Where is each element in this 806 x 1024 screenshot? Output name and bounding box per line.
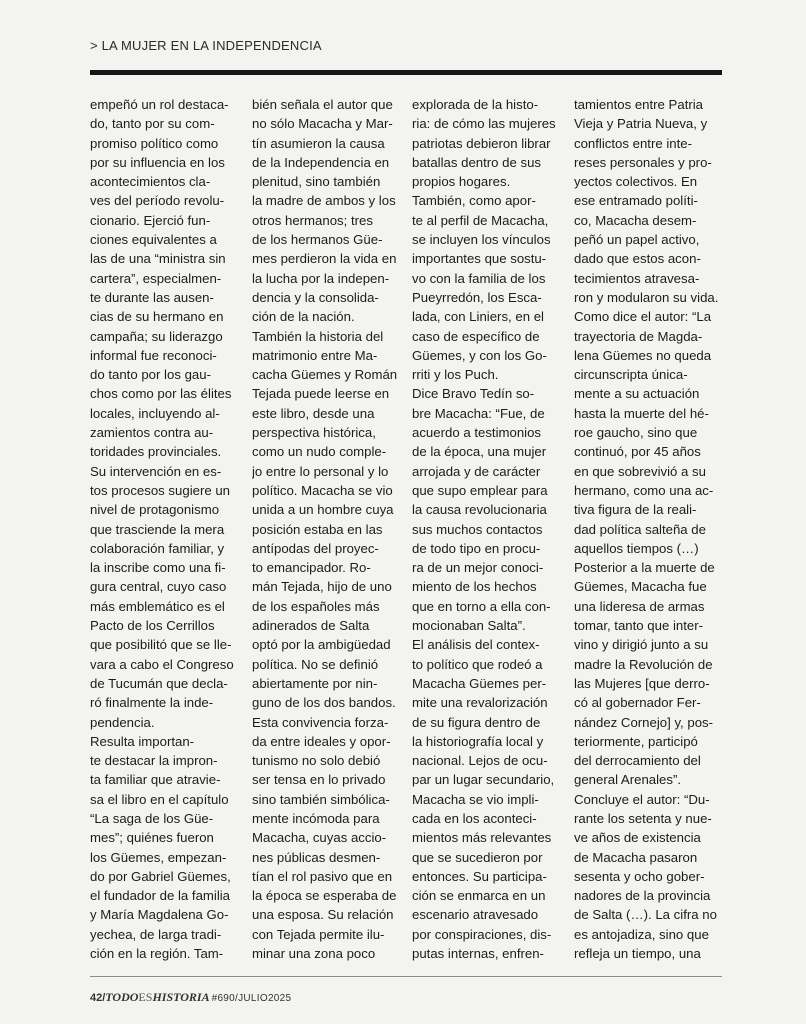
- text-line: tecimientos atravesa-: [574, 270, 700, 286]
- text-line: tomar, tanto que inter-: [574, 618, 704, 634]
- text-line: dencia y la consolida-: [252, 289, 379, 305]
- text-line: ciones equivalentes a: [90, 232, 217, 248]
- text-line: También, como apor-: [412, 193, 536, 209]
- text-line: vino y dirigió junto a su: [574, 637, 709, 653]
- text-line: más emblemático es el: [90, 598, 225, 614]
- text-line: rriti y los Puch.: [412, 367, 499, 383]
- text-line: chos como por las élites: [90, 386, 232, 402]
- text-line: te durante las ausen-: [90, 289, 214, 305]
- text-line: y María Magdalena Go-: [90, 907, 229, 923]
- text-line: ser tensa en lo privado: [252, 772, 386, 788]
- text-line: vara a cabo el Congreso: [90, 656, 234, 672]
- text-line: que posibilitó que se lle-: [90, 637, 232, 653]
- text-line: zamientos contra au-: [90, 425, 214, 441]
- text-column-4: [574, 95, 724, 963]
- text-line: los Güemes, empezan-: [90, 849, 227, 865]
- text-line: explorada de la histo-: [412, 97, 539, 112]
- text-line: político. Macacha se vio: [252, 482, 393, 498]
- text-line: minar una zona poco: [252, 946, 376, 962]
- text-line: Concluye el autor: “Du-: [574, 791, 710, 807]
- text-line: la historiografía local y: [412, 733, 544, 749]
- text-line: te destacar la impron-: [90, 753, 218, 769]
- text-line: ción se enmarca en un: [412, 888, 546, 904]
- text-line: Resulta importan-: [90, 733, 195, 749]
- text-line: Güemes, Macacha fue: [574, 579, 707, 595]
- text-line: mente a su actuación: [574, 386, 700, 402]
- text-line: Pueyrredón, los Esca-: [412, 289, 542, 305]
- text-line: es antojadiza, sino que: [574, 926, 709, 942]
- text-line: escenario atravesado: [412, 907, 539, 923]
- text-line: rante los setenta y nue-: [574, 810, 712, 826]
- text-line: entonces. Su participa-: [412, 868, 547, 884]
- text-line: aquellos tiempos (…): [574, 540, 699, 556]
- text-line: de Macacha pasaron: [574, 849, 698, 865]
- text-line: mes”; quiénes fueron: [90, 830, 214, 846]
- text-line: mán Tejada, hijo de uno: [252, 579, 392, 595]
- text-line: que en torno a ella con-: [412, 598, 551, 614]
- text-line: gura central, cuyo caso: [90, 579, 227, 595]
- text-line: tos procesos sugiere un: [90, 482, 231, 498]
- text-line: hasta la muerte del hé-: [574, 405, 709, 421]
- text-line: bién señala el autor que: [252, 97, 393, 112]
- text-line: Macacha, cuyas accio-: [252, 830, 387, 846]
- text-line: có al gobernador Fer-: [574, 695, 701, 711]
- text-line: caso de específico de: [412, 328, 540, 344]
- text-line: las Mujeres [que derro-: [574, 675, 710, 691]
- text-line: vo con la familia de los: [412, 270, 546, 286]
- page-footer: [90, 990, 291, 1005]
- text-line: reses personales y pro-: [574, 154, 712, 170]
- text-line: Posterior a la muerte de: [574, 560, 715, 576]
- text-line: de la época, una mujer: [412, 444, 547, 460]
- text-line: batallas dentro de sus: [412, 154, 542, 170]
- text-line: refleja un tiempo, una: [574, 946, 701, 962]
- page-number: 42/: [90, 992, 106, 1004]
- section-header: > LA MUJER EN LA INDEPENDENCIA: [90, 38, 322, 53]
- text-line: una esposa. Su relación: [252, 907, 394, 923]
- brand-logo-part-2: ES: [138, 990, 153, 1004]
- text-line: que se sucedieron por: [412, 849, 543, 865]
- text-line: por su influencia en los: [90, 154, 225, 170]
- text-line: tunismo no solo debió: [252, 753, 381, 769]
- text-line: hermano, como una ac-: [574, 482, 714, 498]
- text-line: conflictos entre inte-: [574, 135, 693, 151]
- text-line: sa el libro en el capítulo: [90, 791, 229, 807]
- text-line: sesenta y ocho gober-: [574, 868, 705, 884]
- text-line: ves del período revolu-: [90, 193, 225, 209]
- text-line: unida a un hombre cuya: [252, 502, 394, 518]
- text-line: perspectiva histórica,: [252, 425, 376, 441]
- text-line: par un lugar secundario,: [412, 772, 555, 788]
- text-line: de Salta (…). La cifra no: [574, 907, 717, 923]
- text-line: tín asumieron la causa: [252, 135, 385, 151]
- text-line: cacha Güemes y Román: [252, 367, 398, 383]
- text-line: posición estaba en las: [252, 521, 383, 537]
- text-line: Vieja y Patria Nueva, y: [574, 116, 708, 132]
- text-line: mes perdieron la vida en: [252, 251, 397, 267]
- text-line: empeñó un rol destaca-: [90, 97, 229, 112]
- text-line: dad política salteña de: [574, 521, 706, 537]
- text-line: to político que rodeó a: [412, 656, 543, 672]
- text-line: no sólo Macacha y Mar-: [252, 116, 393, 132]
- text-line: locales, incluyendo al-: [90, 405, 220, 421]
- text-line: una lideresa de armas: [574, 598, 705, 614]
- text-line: cartera”, especialmen-: [90, 270, 222, 286]
- text-line: en que sobrevivió a su: [574, 463, 706, 479]
- text-line: que trasciende la mera: [90, 521, 225, 537]
- text-line: do, tanto por su com-: [90, 116, 215, 132]
- text-line: pendencia.: [90, 714, 155, 730]
- text-line: ción de la nación.: [252, 309, 355, 325]
- text-line: “La saga de los Güe-: [90, 810, 214, 826]
- article-body: [90, 95, 722, 963]
- text-line: que supo emplear para: [412, 482, 548, 498]
- text-line: lena Güemes no queda: [574, 347, 712, 363]
- text-line: Su intervención en es-: [90, 463, 222, 479]
- text-line: las de una “ministra sin: [90, 251, 226, 267]
- text-line: circunscripta única-: [574, 367, 688, 383]
- text-line: Pacto de los Cerrillos: [90, 618, 215, 634]
- text-line: da entre ideales y opor-: [252, 733, 391, 749]
- text-line: campaña; su liderazgo: [90, 328, 223, 344]
- text-line: nadores de la provincia: [574, 888, 711, 904]
- text-line: tamientos entre Patria: [574, 97, 704, 112]
- text-line: ve años de existencia: [574, 830, 701, 846]
- text-column-1: [90, 95, 240, 963]
- text-line: mente incómoda para: [252, 810, 380, 826]
- text-line: tiva figura de la reali-: [574, 502, 697, 518]
- text-line: ese entramado políti-: [574, 193, 698, 209]
- text-line: sus muchos contactos: [412, 521, 543, 537]
- text-line: propios hogares.: [412, 174, 511, 190]
- text-line: abiertamente por nin-: [252, 675, 378, 691]
- text-line: informal fue reconoci-: [90, 347, 217, 363]
- text-line: por conspiraciones, dis-: [412, 926, 552, 942]
- text-line: mocionaban Salta”.: [412, 618, 526, 634]
- text-line: jo entre lo personal y lo: [252, 463, 389, 479]
- text-line: la época se esperaba de: [252, 888, 397, 904]
- text-line: teriormente, participó: [574, 733, 698, 749]
- text-line: yectos colectivos. En: [574, 174, 698, 190]
- text-line: optó por la ambigüedad: [252, 637, 391, 653]
- text-line: de los españoles más: [252, 598, 380, 614]
- text-line: putas internas, enfren-: [412, 946, 544, 962]
- bottom-rule: [90, 976, 722, 977]
- text-line: Esta convivencia forza-: [252, 714, 389, 730]
- text-line: ró finalmente la inde-: [90, 695, 214, 711]
- text-line: matrimonio entre Ma-: [252, 347, 378, 363]
- text-line: de Tucumán que decla-: [90, 675, 228, 691]
- text-line: la causa revolucionaria: [412, 502, 547, 518]
- text-line: to emancipador. Ro-: [252, 560, 371, 576]
- text-line: general Arenales”.: [574, 772, 682, 788]
- text-line: te al perfil de Macacha,: [412, 212, 549, 228]
- text-line: Güemes, y con los Go-: [412, 347, 547, 363]
- text-line: plenitud, sino también: [252, 174, 381, 190]
- text-line: yechea, de larga tradi-: [90, 926, 222, 942]
- text-line: trayectoria de Magda-: [574, 328, 703, 344]
- brand-logo-part-3: HISTORIA: [152, 990, 210, 1004]
- brand-logo-part-1: TODO: [105, 990, 139, 1004]
- text-line: este libro, desde una: [252, 405, 375, 421]
- text-line: Macacha Güemes per-: [412, 675, 547, 691]
- text-line: tían el rol pasivo que en: [252, 868, 393, 884]
- text-line: toridades provinciales.: [90, 444, 222, 460]
- text-column-3: [412, 95, 564, 963]
- text-line: nández Cornejo] y, pos-: [574, 714, 714, 730]
- text-line: dado que estos acon-: [574, 251, 701, 267]
- text-line: mite una revalorización: [412, 695, 548, 711]
- text-line: importantes que sostu-: [412, 251, 547, 267]
- text-line: miento de los hechos: [412, 579, 537, 595]
- text-line: nivel de protagonismo: [90, 502, 220, 518]
- text-line: se incluyen los vínculos: [412, 232, 551, 248]
- text-line: ron y modularon su vida.: [574, 289, 719, 305]
- text-line: de todo tipo en procu-: [412, 540, 541, 556]
- text-line: También la historia del: [252, 328, 384, 344]
- text-line: cionario. Ejerció fun-: [90, 212, 211, 228]
- text-line: ta familiar que atravie-: [90, 772, 221, 788]
- text-line: de su figura dentro de: [412, 714, 541, 730]
- text-line: de la Independencia en: [252, 154, 390, 170]
- text-line: Macacha se vio impli-: [412, 791, 539, 807]
- text-line: acuerdo a testimonios: [412, 425, 542, 441]
- text-line: bre Macacha: “Fue, de: [412, 405, 545, 421]
- text-line: ra de un mejor conoci-: [412, 560, 544, 576]
- text-line: do tanto por los gau-: [90, 367, 211, 383]
- text-line: nes públicas desmen-: [252, 849, 381, 865]
- text-line: colaboración familiar, y: [90, 540, 225, 556]
- text-line: co, Macacha desem-: [574, 212, 697, 228]
- text-line: El análisis del contex-: [412, 637, 540, 653]
- text-line: arrojada y de carácter: [412, 463, 541, 479]
- text-line: política. No se definió: [252, 656, 379, 672]
- text-line: adinerados de Salta: [252, 618, 370, 634]
- text-line: el fundador de la familia: [90, 888, 231, 904]
- issue-info: #690/JULIO2025: [211, 993, 292, 1004]
- text-line: roe gaucho, sino que: [574, 425, 698, 441]
- text-line: la lucha por la indepen-: [252, 270, 390, 286]
- text-line: como un nudo comple-: [252, 444, 387, 460]
- top-rule: [90, 70, 722, 75]
- text-line: promiso político como: [90, 135, 219, 151]
- text-line: sino también simbólica-: [252, 791, 390, 807]
- text-line: guno de los dos bandos.: [252, 695, 396, 711]
- text-line: la madre de ambos y los: [252, 193, 396, 209]
- text-line: de los hermanos Güe-: [252, 232, 383, 248]
- text-line: otros hermanos; tres: [252, 212, 373, 228]
- text-line: madre la Revolución de: [574, 656, 713, 672]
- text-line: cada en los aconteci-: [412, 810, 537, 826]
- text-line: continuó, por 45 años: [574, 444, 701, 460]
- text-line: mientos más relevantes: [412, 830, 552, 846]
- text-line: peñó un papel activo,: [574, 232, 700, 248]
- text-line: la inscribe como una fi-: [90, 560, 226, 576]
- text-line: ria: de cómo las mujeres: [412, 116, 556, 132]
- text-line: lada, con Liniers, en el: [412, 309, 544, 325]
- text-line: antípodas del proyec-: [252, 540, 379, 556]
- text-line: acontecimientos cla-: [90, 174, 211, 190]
- text-line: cias de su hermano en: [90, 309, 224, 325]
- text-line: con Tejada permite ilu-: [252, 926, 385, 942]
- text-column-2: [252, 95, 402, 963]
- text-line: Dice Bravo Tedín so-: [412, 386, 535, 402]
- text-line: ción en la región. Tam-: [90, 946, 224, 962]
- text-line: nacional. Lejos de ocu-: [412, 753, 548, 769]
- text-line: del derrocamiento del: [574, 753, 701, 769]
- text-line: Como dice el autor: “La: [574, 309, 712, 325]
- text-line: Tejada puede leerse en: [252, 386, 390, 402]
- text-line: do por Gabriel Güemes,: [90, 868, 231, 884]
- text-line: patriotas debieron librar: [412, 135, 551, 151]
